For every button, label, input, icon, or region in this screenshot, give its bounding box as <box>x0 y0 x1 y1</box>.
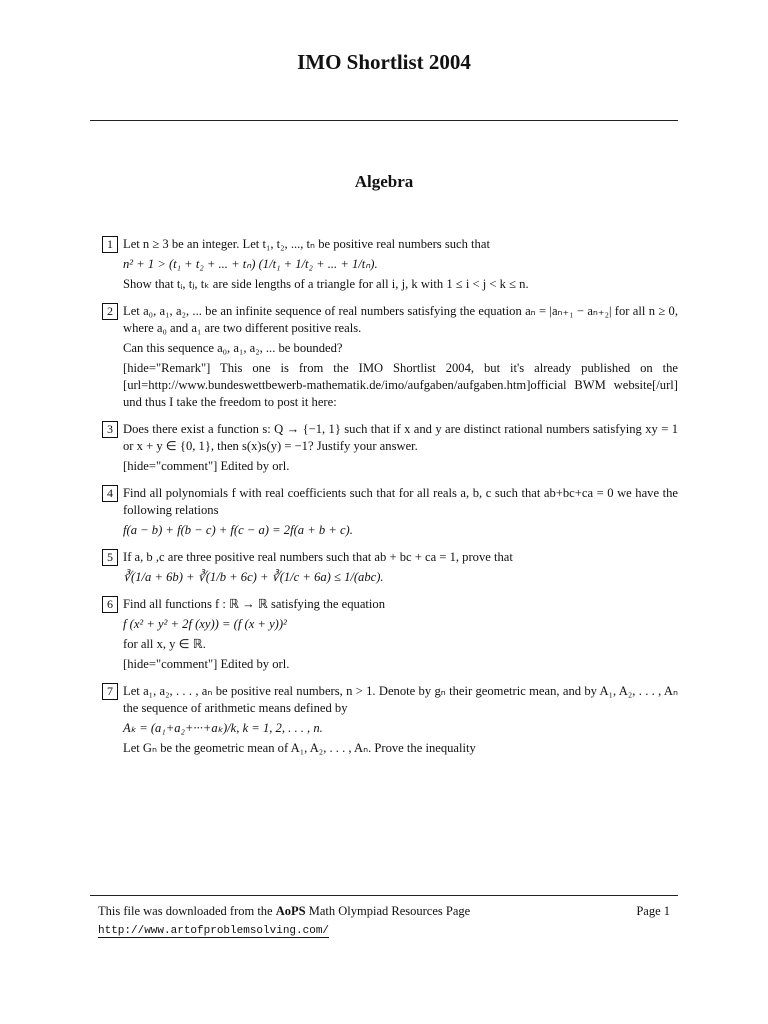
problem-item <box>102 236 678 293</box>
problem-formula: f(a − b) + f(b − c) + f(c − a) = 2f(a + b + c). <box>123 523 353 537</box>
header-divider <box>90 120 678 121</box>
problem-text: Let n ≥ 3 be an integer. Let t₁, t₂, ..., tₙ be positive real numbers such that <box>123 237 490 251</box>
problem-remark: [hide="Remark"] This one is from the IMO Shortlist 2004, but it's already published on the [url=http://www.bundeswettbewerb-mathematik.de/imo/aufgaben/aufgaben.htm]official BWM website[/url] und thus I take the freedom to post it here: <box>123 361 678 409</box>
problem-text: If a, b ,c are three positive real numbers such that ab + bc + ca = 1, prove that <box>123 550 513 564</box>
footer-text: This file was downloaded from the <box>98 904 276 918</box>
problem-number: 1 <box>102 236 118 253</box>
footer-link[interactable]: http://www.artofproblemsolving.com/ <box>98 925 330 937</box>
problem-text: Does there exist a function s: Q → {−1, 1} such that if x and y are distinct rational numbers satisfying xy = 1 or x + y ∈ {0, 1}, then s(x)s(y) = −1? Justify your answer. <box>123 422 678 453</box>
footer-text: Math Olympiad Resources Page <box>305 904 471 918</box>
section-title: Algebra <box>354 172 414 191</box>
problem-number: 3 <box>102 421 118 438</box>
problem-text: Let a₁, a₂, . . . , aₙ be positive real numbers, n > 1. Denote by gₙ their geometric mean, and by A₁, A₂, . . . , Aₙ the sequence of arithmetic means defined by <box>123 684 678 715</box>
problem-number: 2 <box>102 303 118 320</box>
problem-item <box>102 485 678 539</box>
problem-item <box>102 549 678 586</box>
page-footer <box>98 904 670 937</box>
problem-number: 7 <box>102 683 118 700</box>
problem-comment: [hide="comment"] Edited by orl. <box>123 459 290 473</box>
problem-comment: [hide="comment"] Edited by orl. <box>123 657 290 671</box>
problem-text: Find all polynomials f with real coefficients such that for all reals a, b, c such that ab+bc+ca = 0 we have the following relations <box>123 486 678 517</box>
problem-number: 4 <box>102 485 118 502</box>
problem-item <box>102 596 678 673</box>
page-number: Page 1 <box>636 904 670 918</box>
problem-text: Show that tᵢ, tⱼ, tₖ are side lengths of a triangle for all i, j, k with 1 ≤ i < j < k ≤ n. <box>123 277 529 291</box>
problem-formula: Aₖ = (a₁+a₂+···+aₖ)/k, k = 1, 2, . . . , n. <box>123 721 323 735</box>
problem-formula: ∛(1/a + 6b) + ∛(1/b + 6c) + ∛(1/c + 6a) ≤ 1/(abc). <box>123 570 384 584</box>
problem-text: Can this sequence a₀, a₁, a₂, ... be bounded? <box>123 341 343 355</box>
footer-divider <box>90 895 678 896</box>
footer-url-line <box>98 922 670 937</box>
problem-item <box>102 303 678 411</box>
problem-number: 5 <box>102 549 118 566</box>
footer-brand: AoPS <box>275 904 306 918</box>
problem-text: Let a₀, a₁, a₂, ... be an infinite sequence of real numbers satisfying the equation aₙ = |aₙ₊₁ − aₙ₊₂| for all n ≥ 0, where a₀ and a₁ are two different positive reals. <box>123 304 678 335</box>
problem-number: 6 <box>102 596 118 613</box>
problem-list <box>102 236 678 767</box>
problem-item <box>102 421 678 475</box>
problem-item <box>102 683 678 757</box>
problem-formula: f (x² + y² + 2f (xy)) = (f (x + y))² <box>123 617 287 631</box>
problem-text: for all x, y ∈ ℝ. <box>123 637 206 651</box>
page-title: IMO Shortlist 2004 <box>297 50 471 74</box>
problem-text: Find all functions f : ℝ → ℝ satisfying the equation <box>123 597 385 611</box>
footer-line <box>98 904 670 919</box>
problem-formula: n² + 1 > (t₁ + t₂ + ... + tₙ) (1/t₁ + 1/t₂ + ... + 1/tₙ). <box>123 257 378 271</box>
problem-text: Let Gₙ be the geometric mean of A₁, A₂, . . . , Aₙ. Prove the inequality <box>123 741 476 755</box>
